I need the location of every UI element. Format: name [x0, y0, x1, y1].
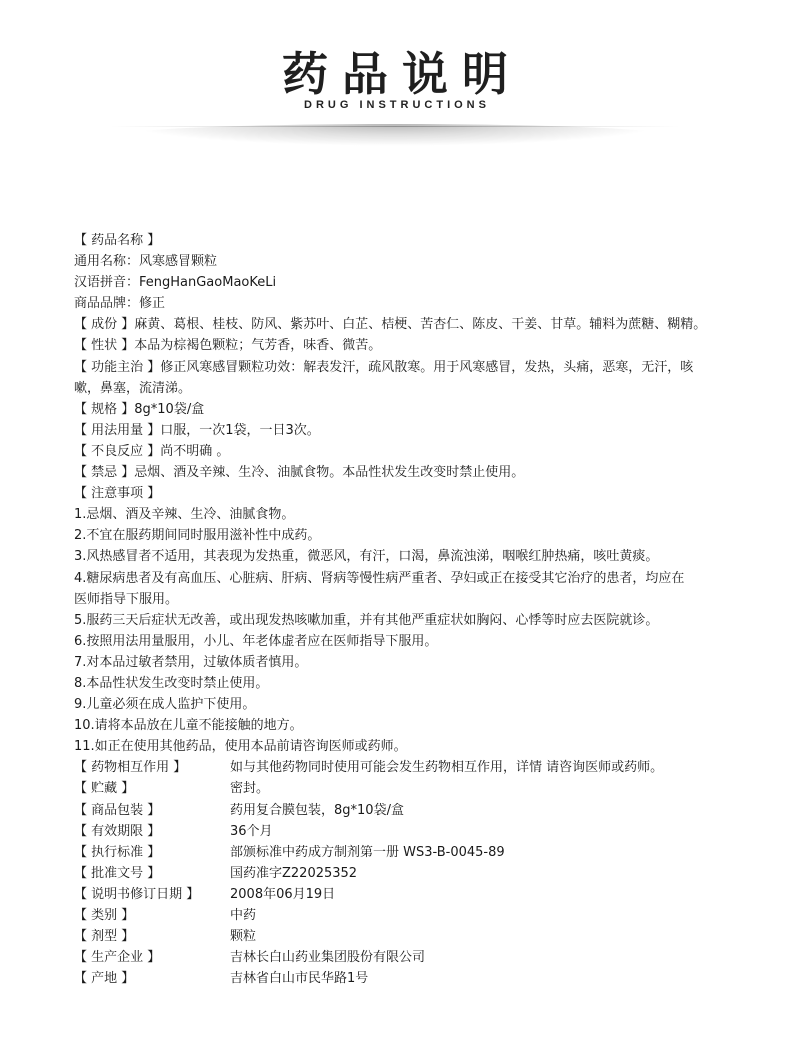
detail-key: 【 执行标准 】 [74, 844, 161, 860]
header-shadow [125, 124, 665, 146]
detail-value: 吉林长白山药业集团股份有限公司 [230, 950, 426, 966]
detail-key: 【 批准文号 】 [74, 865, 161, 881]
detail-value: 国药准字Z22025352 [230, 865, 358, 881]
detail-value: 密封。 [230, 781, 270, 797]
instructions-body [74, 230, 734, 989]
detail-row-storage [74, 778, 734, 799]
dosage: 【 用法用量 】口服，一次1袋，一日3次。 [74, 422, 320, 438]
precautions-heading: 【 注意事项 】 [74, 486, 161, 502]
precaution-item: 10.请将本品放在儿童不能接触的地方。 [74, 718, 303, 734]
precaution-item: 医师指导下服用。 [74, 591, 179, 607]
page-subtitle: DRUG INSTRUCTIONS [304, 99, 490, 111]
detail-value: 36个月 [230, 823, 273, 839]
precaution-item: 4.糖尿病患者及有高血压、心脏病、肝病、肾病等慢性病严重者、孕妇或正在接受其它治疗的患者，均应在 [74, 570, 685, 586]
detail-key: 【 说明书修订日期 】 [74, 886, 200, 902]
precaution-item: 5.服药三天后症状无改善，或出现发热咳嗽加重，并有其他严重症状如胸闷、心悸等时应去医院就诊。 [74, 612, 659, 628]
detail-row-dosage-form [74, 926, 734, 947]
detail-key: 【 产地 】 [74, 971, 135, 987]
precaution-item: 3.风热感冒者不适用，其表现为发热重，微恶风，有汗，口渴，鼻流浊涕，咽喉红肿热痛，咳吐黄痰。 [74, 549, 659, 565]
ingredients: 【 成份 】麻黄、葛根、桂枝、防风、紫苏叶、白芷、桔梗、苦杏仁、陈皮、干姜、甘草。辅料为蔗糖、糊精。 [74, 317, 707, 333]
detail-key: 【 生产企业 】 [74, 950, 161, 966]
page-title: 药品说明 [282, 47, 522, 101]
precaution-item: 2.不宜在服药期间同时服用滋补性中成药。 [74, 528, 321, 544]
detail-row-revision-date [74, 884, 734, 905]
appearance: 【 性状 】本品为棕褐色颗粒；气芳香，味香、微苦。 [74, 338, 382, 354]
precaution-item: 9.儿童必须在成人监护下使用。 [74, 697, 256, 713]
brand-name: 商品品牌：修正 [74, 296, 166, 312]
detail-key: 【 剂型 】 [74, 929, 135, 945]
page-header [0, 0, 790, 160]
precaution-item: 8.本品性状发生改变时禁止使用。 [74, 675, 269, 691]
indications-line-1: 【 功能主治 】修正风寒感冒颗粒功效：解表发汗，疏风散寒。用于风寒感冒，发热，头痛，恶寒，无汗，咳 [74, 359, 694, 375]
detail-row-validity [74, 821, 734, 842]
detail-value: 部颁标准中药成方制剂第一册 WS3-B-0045-89 [230, 844, 505, 860]
precaution-item: 11.如正在使用其他药品，使用本品前请咨询医师或药师。 [74, 739, 407, 755]
pinyin-name: 汉语拼音：FengHanGaoMaoKeLi [74, 275, 277, 291]
drug-name-heading: 【 药品名称 】 [74, 233, 161, 248]
detail-value: 颗粒 [230, 929, 257, 945]
specification: 【 规格 】8g*10袋/盒 [74, 401, 205, 417]
adverse-reactions: 【 不良反应 】尚不明确 。 [74, 443, 230, 459]
detail-value: 2008年06月19日 [230, 886, 336, 902]
detail-row-origin [74, 968, 734, 989]
detail-key: 【 药物相互作用 】 [74, 760, 187, 776]
precaution-item: 7.对本品过敏者禁用，过敏体质者慎用。 [74, 654, 308, 670]
detail-value: 如与其他药物同时使用可能会发生药物相互作用，详情 请咨询医师或药师。 [230, 760, 664, 776]
detail-row-manufacturer [74, 947, 734, 968]
contraindications: 【 禁忌 】忌烟、酒及辛辣、生冷、油腻食物。本品性状发生改变时禁止使用。 [74, 465, 525, 481]
detail-row-category [74, 905, 734, 926]
detail-key: 【 有效期限 】 [74, 823, 161, 839]
detail-row-standard [74, 842, 734, 863]
generic-name: 通用名称：风寒感冒颗粒 [74, 254, 218, 270]
detail-key: 【 贮藏 】 [74, 781, 135, 797]
detail-value: 吉林省白山市民华路1号 [230, 971, 369, 987]
precaution-item: 1.忌烟、酒及辛辣、生冷、油腻食物。 [74, 507, 295, 523]
detail-key: 【 商品包装 】 [74, 802, 161, 818]
detail-value: 中药 [230, 908, 257, 923]
detail-value: 药用复合膜包装，8g*10袋/盒 [230, 802, 404, 818]
detail-row-approval [74, 863, 734, 884]
detail-key: 【 类别 】 [74, 908, 135, 923]
detail-row-packaging [74, 800, 734, 821]
detail-row-interactions [74, 757, 734, 778]
precaution-item: 6.按照用法用量服用，小儿、年老体虚者应在医师指导下服用。 [74, 633, 438, 649]
indications-line-2: 嗽，鼻塞，流清涕。 [74, 380, 192, 396]
